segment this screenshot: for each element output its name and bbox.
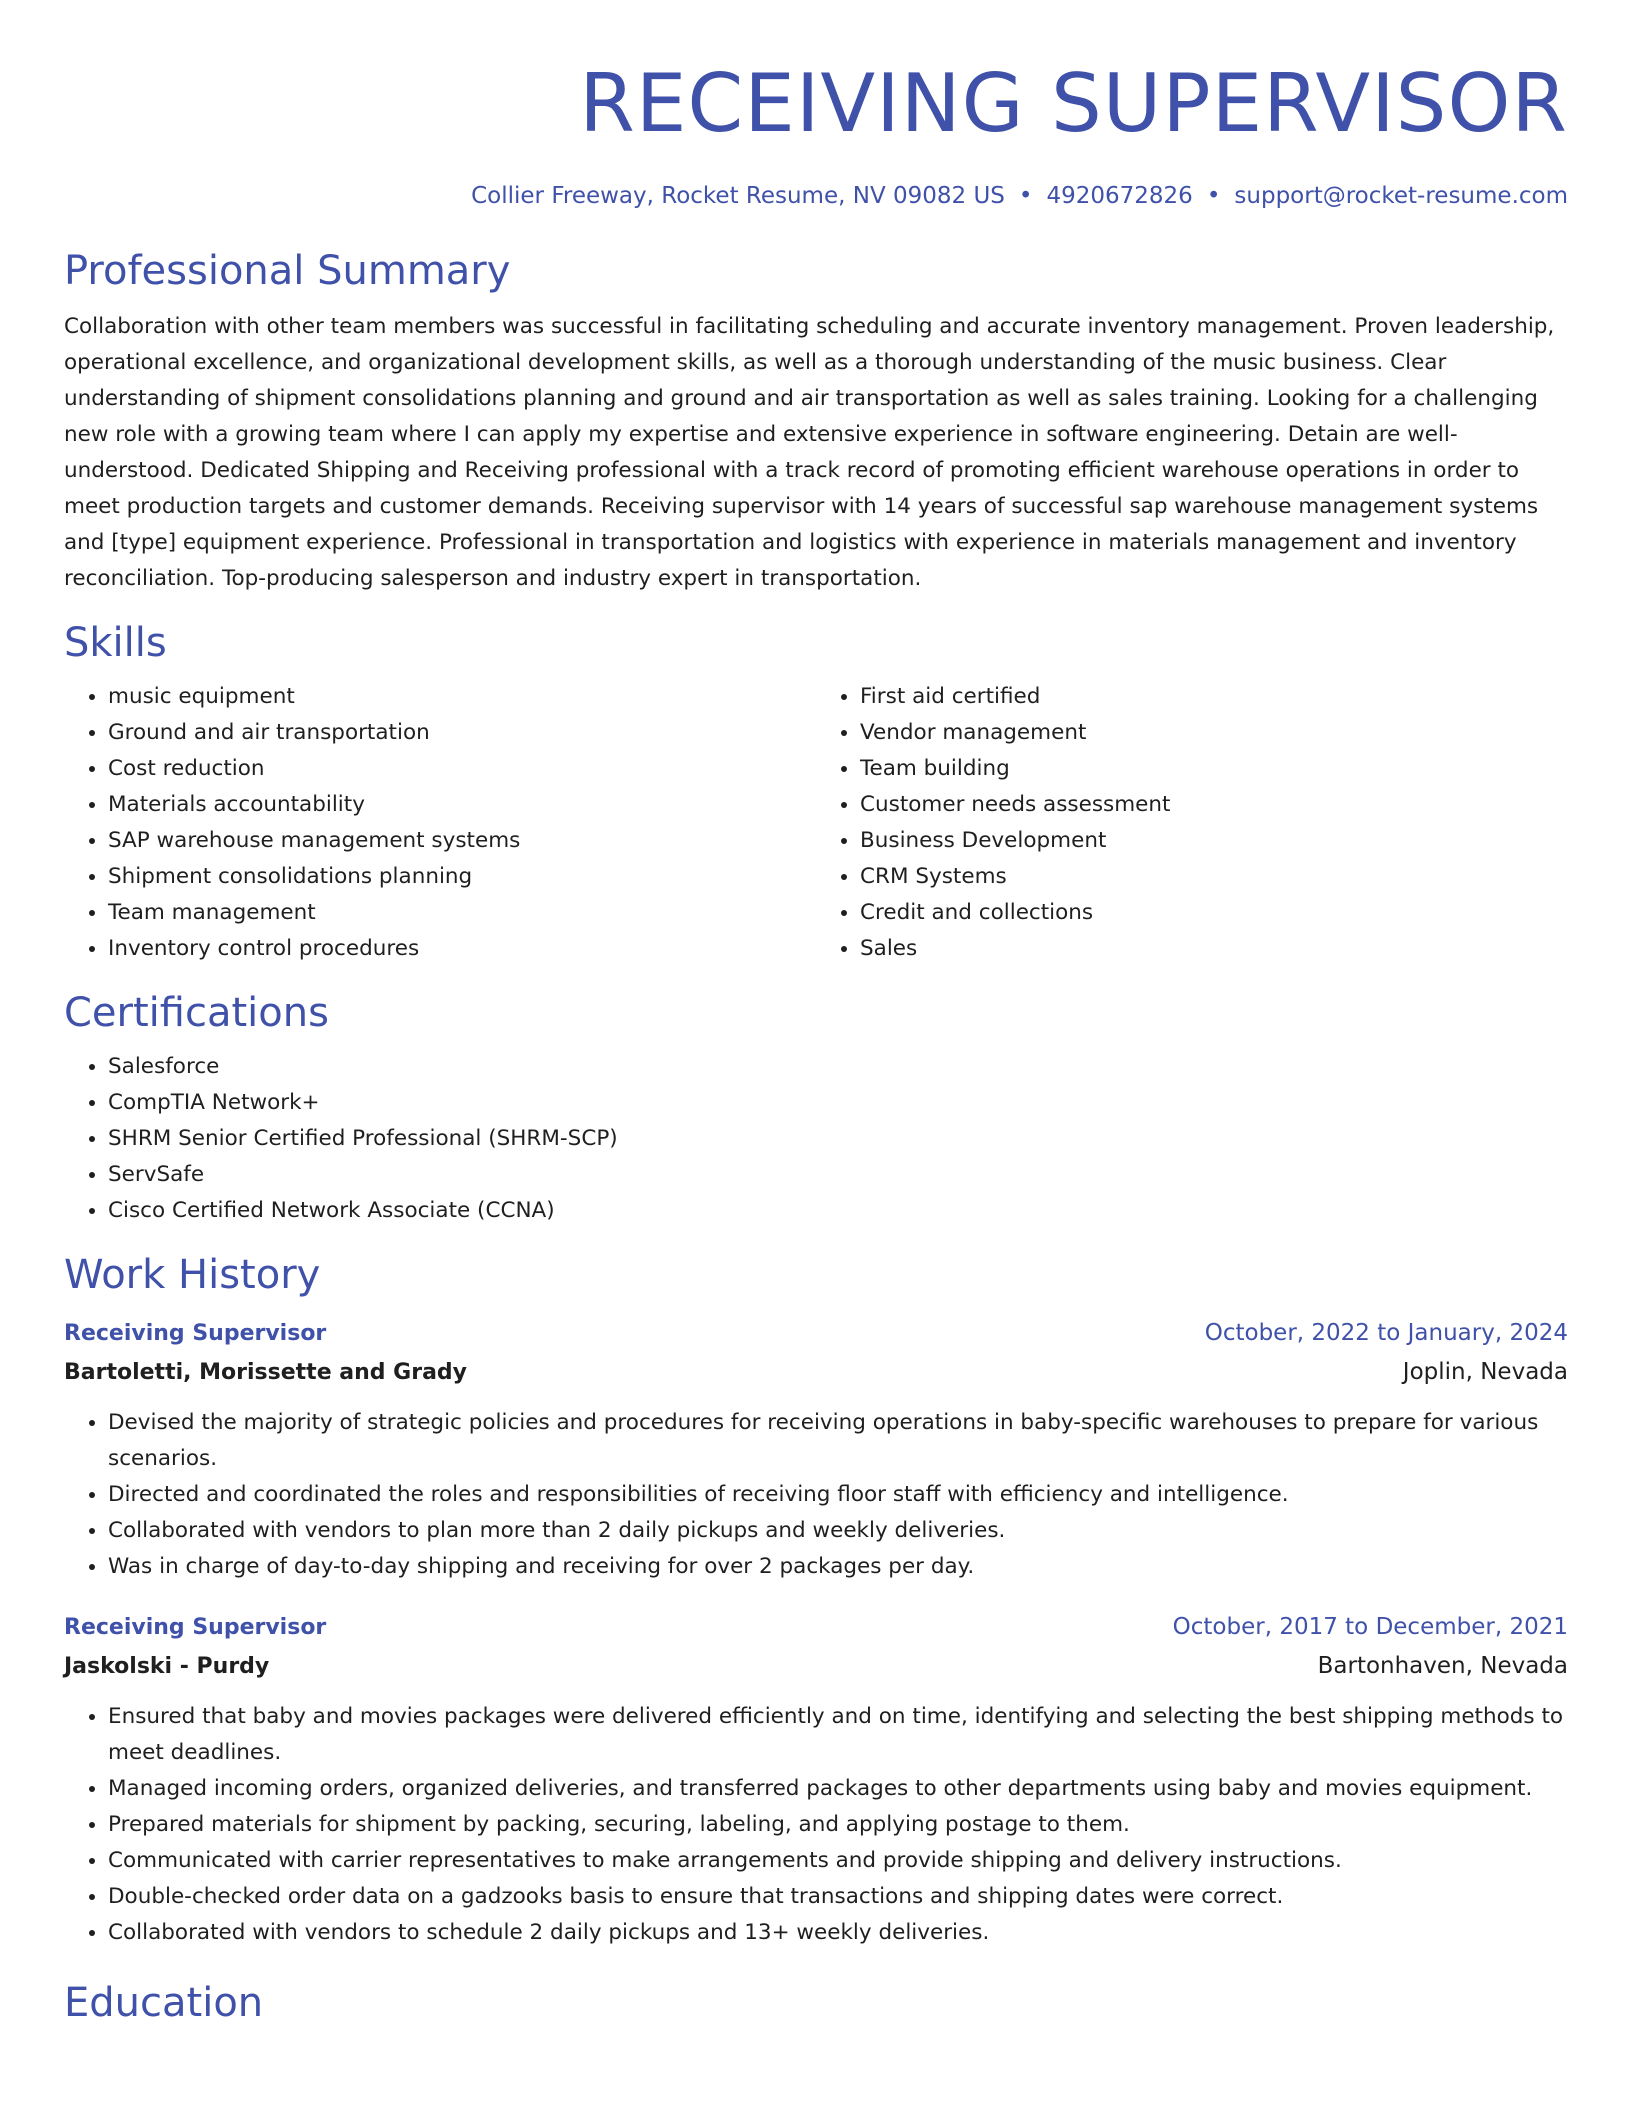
job-bullet: • Collaborated with vendors to plan more than 2 daily pickups and weekly deliveries.: [108, 1513, 1568, 1549]
certification-item: • CompTIA Network+: [108, 1085, 1568, 1121]
skill-item: • Shipment consolidations planning: [108, 859, 816, 895]
job-company: Jaskolski - Purdy: [64, 1654, 270, 1679]
skills-list-left: [64, 679, 816, 967]
summary-heading: Professional Summary: [64, 248, 511, 294]
skill-item: • Credit and collections: [860, 895, 1568, 931]
contact-separator: •: [1206, 183, 1221, 209]
contact-separator: •: [1018, 183, 1033, 209]
job-bullet: • Double-checked order data on a gadzooks basis to ensure that transactions and shipping dates were correct.: [108, 1879, 1568, 1915]
certification-item: • Cisco Certified Network Associate (CCNA): [108, 1193, 1568, 1229]
certifications-heading: Certifications: [64, 990, 329, 1036]
job-bullets: [64, 1405, 1568, 1585]
job-bullet: • Prepared materials for shipment by packing, securing, labeling, and applying postage to them.: [108, 1807, 1568, 1843]
skills-list-right: [816, 679, 1568, 967]
job-title-row: [64, 1315, 1568, 1352]
contact-address: Collier Freeway, Rocket Resume, NV 09082 US: [471, 183, 1005, 209]
skill-item: • Vendor management: [860, 715, 1568, 751]
skill-item: • Customer needs assessment: [860, 787, 1568, 823]
job-company: Bartoletti, Morissette and Grady: [64, 1360, 468, 1385]
skill-item: • Cost reduction: [108, 751, 816, 787]
skill-item: • Team building: [860, 751, 1568, 787]
job-bullets: [64, 1699, 1568, 1951]
job-bullet: • Was in charge of day-to-day shipping and receiving for over 2 packages per day.: [108, 1549, 1568, 1585]
skill-item: • music equipment: [108, 679, 816, 715]
skill-item: • Business Development: [860, 823, 1568, 859]
job-company-row: [64, 1646, 1568, 1687]
job-entry: [64, 1609, 1568, 1951]
job-location: Joplin, Nevada: [1402, 1359, 1568, 1385]
skills-columns: [64, 679, 1568, 967]
skill-item: • SAP warehouse management systems: [108, 823, 816, 859]
skill-item: • First aid certified: [860, 679, 1568, 715]
certifications-list: [64, 1049, 1568, 1229]
skill-item: • Materials accountability: [108, 787, 816, 823]
contact-phone: 4920672826: [1046, 183, 1193, 209]
certification-item: • Salesforce: [108, 1049, 1568, 1085]
job-bullet: • Ensured that baby and movies packages were delivered efficiently and on time, identifying and selecting the best shipping methods to meet deadlines.: [108, 1699, 1568, 1771]
job-entry: [64, 1315, 1568, 1585]
job-title-row: [64, 1609, 1568, 1646]
work-history-list: [64, 1315, 1568, 1951]
skill-item: • Ground and air transportation: [108, 715, 816, 751]
skill-item: • CRM Systems: [860, 859, 1568, 895]
certification-item: • SHRM Senior Certified Professional (SHRM-SCP): [108, 1121, 1568, 1157]
job-bullet: • Devised the majority of strategic policies and procedures for receiving operations in baby-specific warehouses to prepare for various scenarios.: [108, 1405, 1568, 1477]
resume-title: RECEIVING SUPERVISOR: [579, 57, 1568, 150]
job-location: Bartonhaven, Nevada: [1317, 1653, 1568, 1679]
certification-item: • ServSafe: [108, 1157, 1568, 1193]
contact-email[interactable]: support@rocket-resume.com: [1234, 183, 1568, 209]
job-title: Receiving Supervisor: [64, 1615, 327, 1640]
summary-text: Collaboration with other team members was successful in facilitating scheduling and accurate inventory management. Proven leadership, operational excellence, and organizational development skills, as well as a thorough understanding of the music business. Clear understanding of shipment consolidations planning and ground and air transportation as well as sales training. Looking for a challenging new role with a growing team where I can apply my expertise and extensive experience in software engineering. Detain are well-understood. Dedicated Shipping and Receiving professional with a track record of promoting efficient warehouse operations in order to meet production targets and customer demands. Receiving supervisor with 14 years of successful sap warehouse management systems and [type] equipment experience. Professional in transportation and logistics with experience in materials management and inventory reconciliation. Top-producing salesperson and industry expert in transportation.: [64, 314, 1555, 591]
job-dates: October, 2022 to January, 2024: [1204, 1320, 1568, 1346]
job-title: Receiving Supervisor: [64, 1321, 327, 1346]
job-bullet: • Managed incoming orders, organized deliveries, and transferred packages to other departments using baby and movies equipment.: [108, 1771, 1568, 1807]
skills-heading: Skills: [64, 620, 167, 666]
skill-item: • Inventory control procedures: [108, 931, 816, 967]
job-dates: October, 2017 to December, 2021: [1172, 1614, 1568, 1640]
job-bullet: • Communicated with carrier representatives to make arrangements and provide shipping and delivery instructions.: [108, 1843, 1568, 1879]
job-bullet: • Collaborated with vendors to schedule 2 daily pickups and 13+ weekly deliveries.: [108, 1915, 1568, 1951]
work-history-heading: Work History: [64, 1252, 321, 1298]
job-bullet: • Directed and coordinated the roles and responsibilities of receiving floor staff with efficiency and intelligence.: [108, 1477, 1568, 1513]
job-company-row: [64, 1352, 1568, 1393]
contact-line: [64, 180, 1568, 212]
education-heading: Education: [64, 1980, 264, 2026]
skill-item: • Sales: [860, 931, 1568, 967]
skill-item: • Team management: [108, 895, 816, 931]
